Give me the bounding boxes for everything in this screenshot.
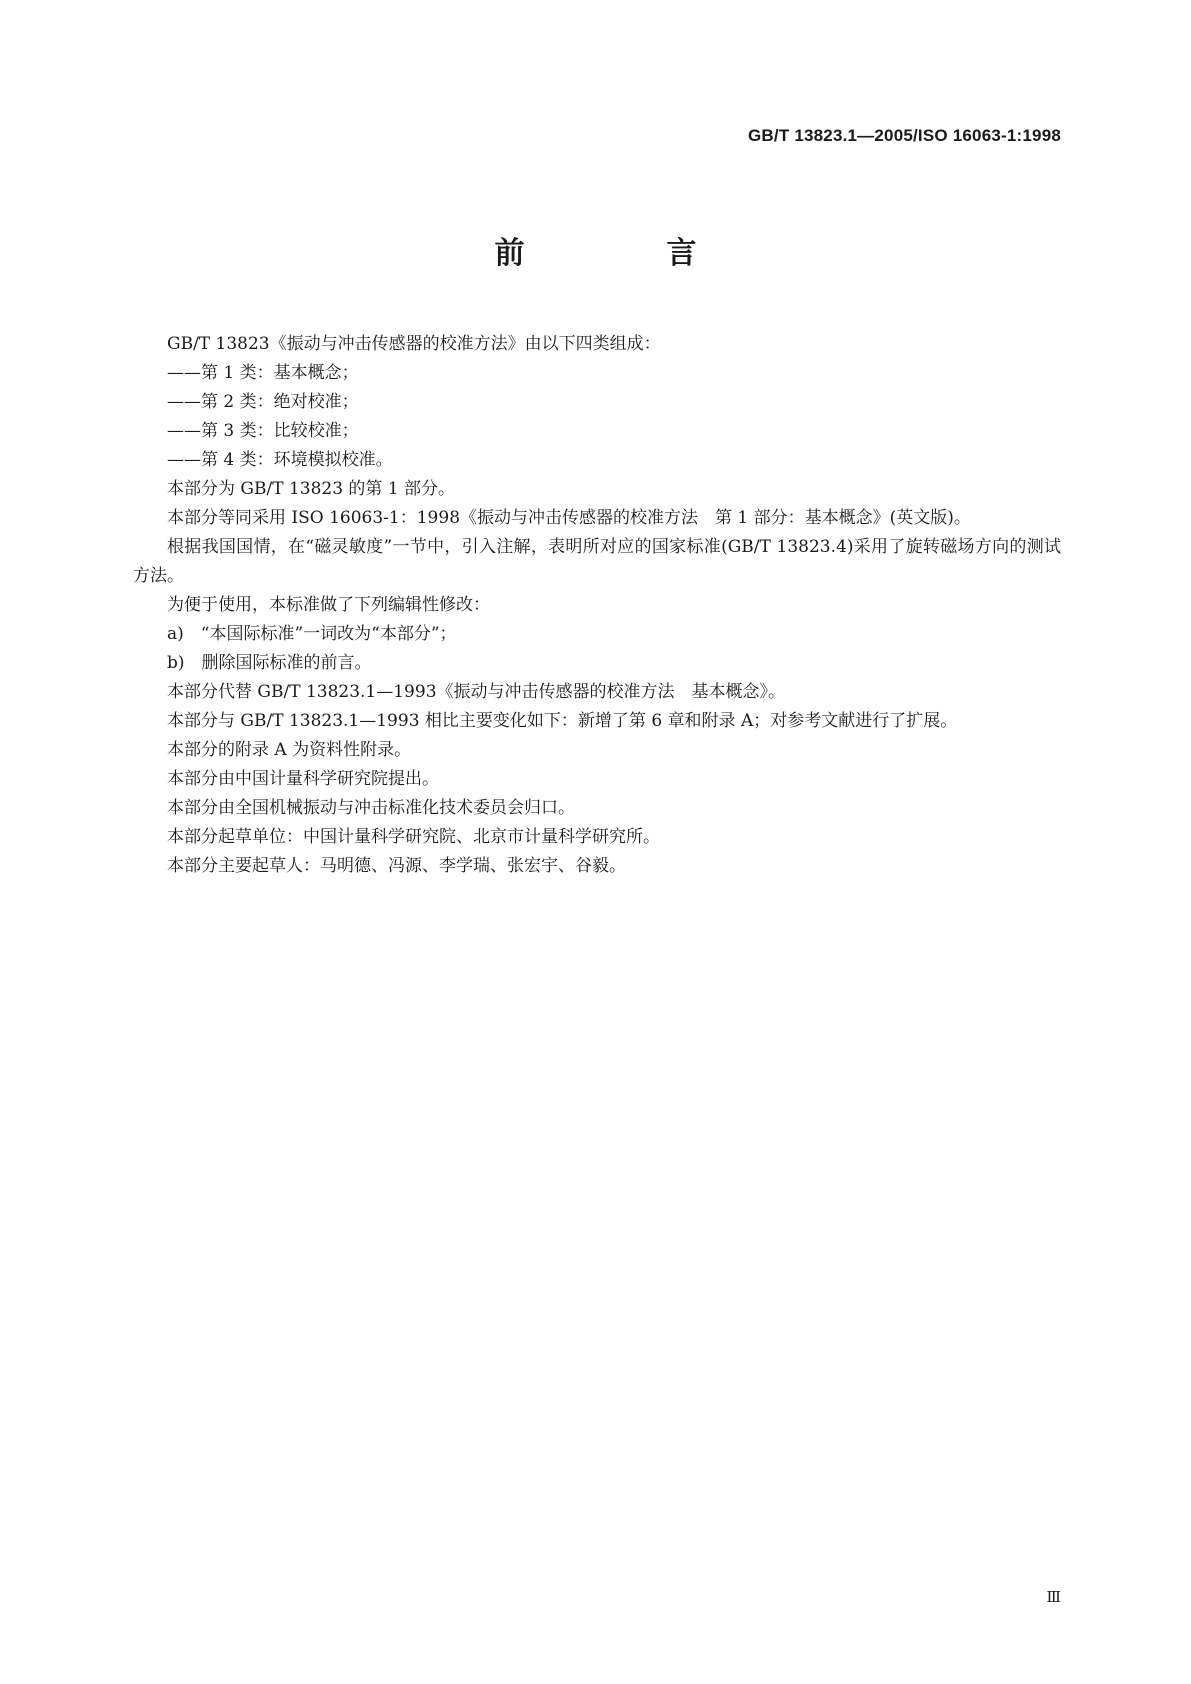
paragraph: 本部分为 GB/T 13823 的第 1 部分。 (167, 479, 456, 499)
page-title: 前 言 (494, 236, 753, 271)
paragraph: 本部分由中国计量科学研究院提出。 (167, 769, 439, 789)
paragraph: 根据我国国情，在“磁灵敏度”一节中，引入注解，表明所对应的国家标准(GB/T 13823.4)采用了旋转磁场方向的测试方法。 (133, 537, 1061, 586)
list-item: b) 删除国际标准的前言。 (167, 653, 372, 673)
paragraph: 本部分主要起草人：马明德、冯源、李学瑞、张宏宇、谷毅。 (167, 856, 626, 876)
list-item: ——第 2 类：绝对校准； (167, 392, 359, 412)
standard-code-header: GB/T 13823.1—2005/ISO 16063-1:1998 (748, 126, 1061, 145)
paragraph: 本部分由全国机械振动与冲击标准化技术委员会归口。 (167, 798, 575, 818)
list-item: ——第 1 类：基本概念； (167, 363, 359, 383)
paragraph: 本部分代替 GB/T 13823.1—1993《振动与冲击传感器的校准方法 基本概念》。 (167, 682, 786, 702)
paragraph: 本部分等同采用 ISO 16063-1：1998《振动与冲击传感器的校准方法 第 1 部分：基本概念》(英文版)。 (167, 508, 971, 528)
page-number: Ⅲ (1046, 1588, 1061, 1606)
paragraph: 为便于使用，本标准做了下列编辑性修改： (167, 595, 490, 615)
list-item: ——第 3 类：比较校准； (167, 421, 359, 441)
list-item: a) “本国际标准”一词改为“本部分”； (167, 624, 457, 644)
paragraph: 本部分与 GB/T 13823.1—1993 相比主要变化如下：新增了第 6 章和附录 A；对参考文献进行了扩展。 (167, 711, 958, 731)
list-item: ——第 4 类：环境模拟校准。 (167, 450, 393, 470)
foreword-body (133, 330, 1061, 881)
paragraph: GB/T 13823《振动与冲击传感器的校准方法》由以下四类组成： (167, 334, 661, 354)
paragraph: 本部分起草单位：中国计量科学研究院、北京市计量科学研究所。 (167, 827, 660, 847)
paragraph: 本部分的附录 A 为资料性附录。 (167, 740, 412, 760)
